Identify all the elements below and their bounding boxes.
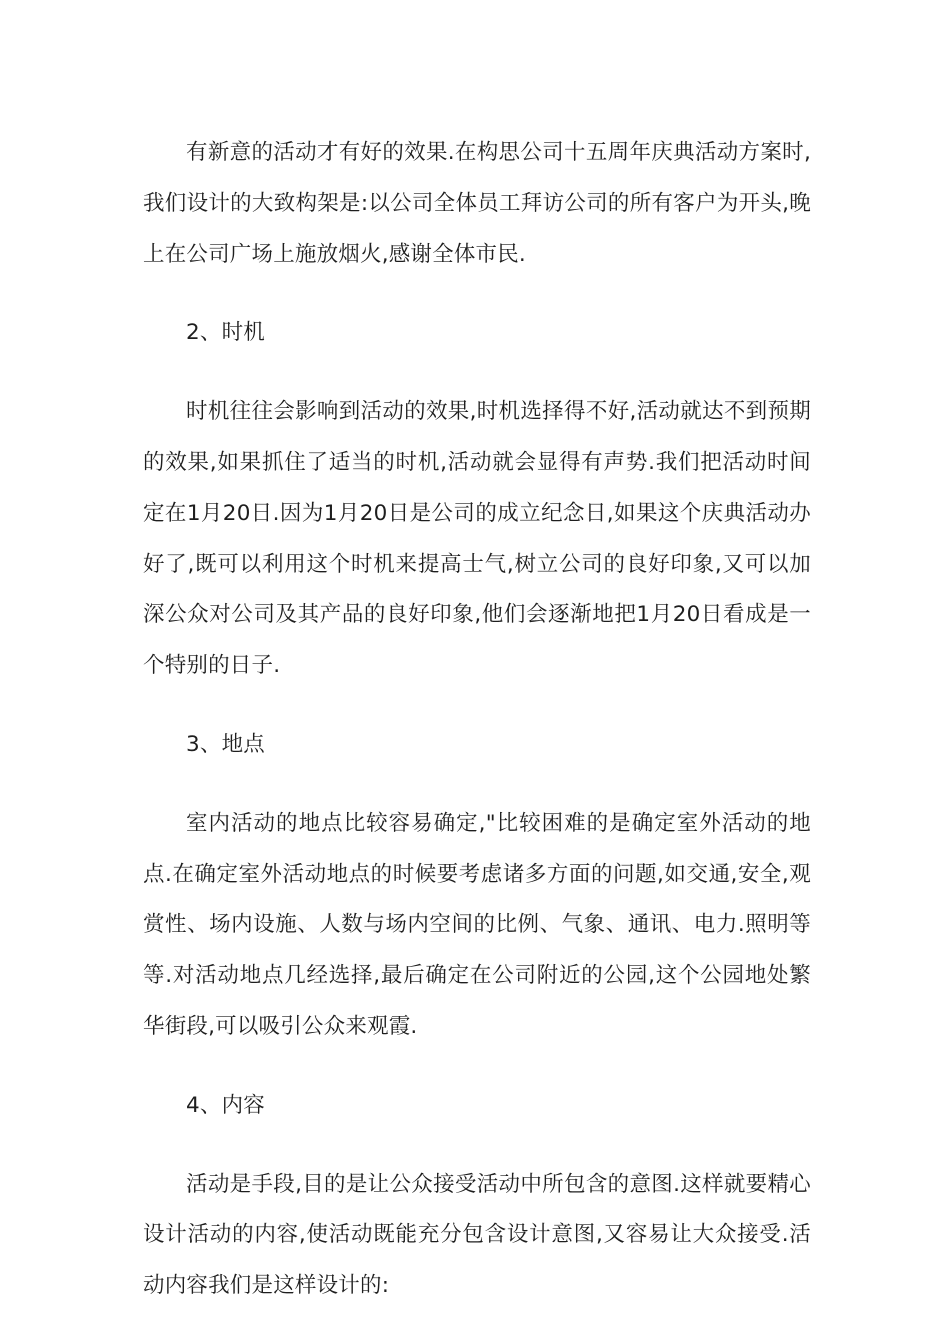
paragraph-content: 活动是手段,目的是让公众接受活动中所包含的意图.这样就要精心设计活动的内容,使活动既能充分包含设计意图,又容易让大众接受.活动内容我们是这样设计的: — [143, 1171, 811, 1299]
section-heading-content: 4、内容 — [186, 1092, 265, 1118]
document-page — [143, 128, 811, 1340]
paragraph-location: 室内活动的地点比较容易确定,"比较困难的是确定室外活动的地点.在确定室外活动地点的时候要考虑诸多方面的问题,如交通,安全,观赏性、场内设施、人数与场内空间的比例、气象、通讯、电力.照明等等.对活动地点几经选择,最后确定在公司附近的公园,这个公园地处繁华街段,可以吸引公众来观霞. — [143, 810, 811, 1039]
section-heading-location: 3、地点 — [186, 731, 265, 757]
section-heading-timing: 2、时机 — [186, 320, 265, 346]
paragraph-intro: 有新意的活动才有好的效果.在构思公司十五周年庆典活动方案时,我们设计的大致构架是:以公司全体员工拜访公司的所有客户为开头,晚上在公司广场上施放烟火,感谢全体市民. — [143, 140, 811, 267]
paragraph-timing: 时机往往会影响到活动的效果,时机选择得不好,活动就达不到预期的效果,如果抓住了适当的时机,活动就会显得有声势.我们把活动时间定在1月20日.因为1月20日是公司的成立纪念日,如果这个庆典活动办好了,既可以利用这个时机来提高士气,树立公司的良好印象,又可以加深公众对公司及其产品的良好印象,他们会逐渐地把1月20日看成是一个特别的日子. — [143, 399, 811, 679]
